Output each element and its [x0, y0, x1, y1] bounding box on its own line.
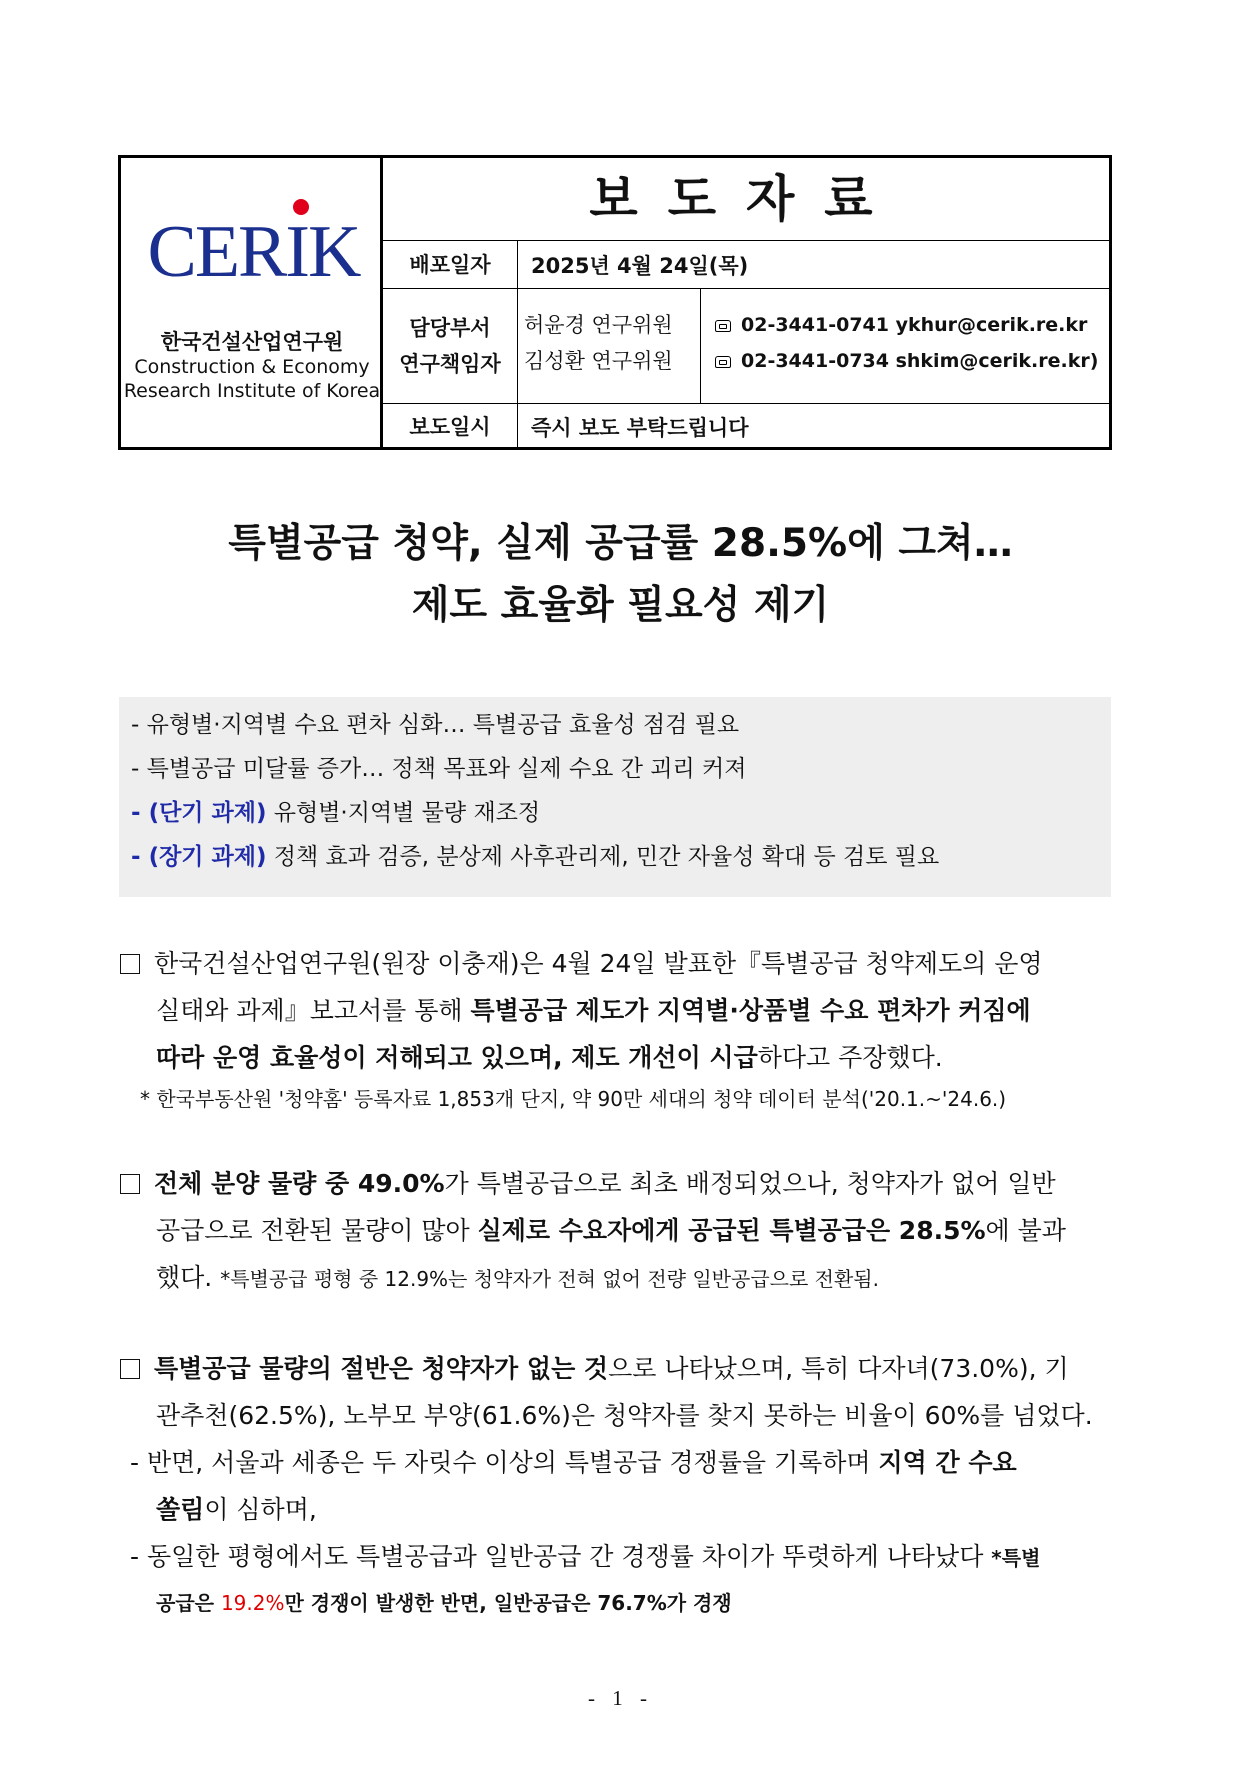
summary-item-text: 유형별·지역별 물량 재조정 — [266, 800, 541, 826]
inline-note: *특별 — [991, 1546, 1041, 1570]
emphasis-text: 특별공급 제도가 지역별·상품별 수요 편차가 커짐에 — [470, 996, 1031, 1025]
paragraph-text: 가 특별공급으로 최초 배정되었으나, 청약자가 없어 일반 — [444, 1169, 1056, 1198]
long-term-tag: (장기 과제) — [148, 844, 267, 870]
emphasis-text: 실제로 수요자에게 공급된 특별공급은 28.5% — [477, 1216, 986, 1245]
contact-labels — [383, 289, 518, 403]
summary-dash: - — [131, 800, 149, 826]
release-value: 즉시 보도 부탁드립니다 — [531, 416, 749, 440]
paragraph-text: - 반면, 서울과 세종은 두 자릿수 이상의 특별공급 경쟁률을 기록하며 — [130, 1448, 879, 1477]
paragraph-line — [120, 940, 1112, 987]
paragraph-text: 이 심하며, — [204, 1495, 317, 1524]
emphasis-text: 전체 분양 물량 중 49.0% — [154, 1169, 445, 1198]
phone-icon — [715, 356, 731, 368]
summary-item — [131, 797, 540, 829]
inline-note: 공급은 — [156, 1591, 221, 1615]
date-row — [383, 241, 1109, 289]
headline — [0, 513, 1241, 637]
contact-2-info[interactable]: 02-3441-0734 shkim@cerik.re.kr) — [741, 350, 1099, 372]
phone-icon — [715, 320, 731, 332]
date-value: 2025년 4월 24일(목) — [531, 253, 749, 278]
checkbox-bullet-icon — [120, 1174, 140, 1194]
contact-1-info[interactable]: 02-3441-0741 ykhur@cerik.re.kr — [741, 314, 1088, 336]
paragraph-line — [120, 1160, 1112, 1207]
inline-note: *특별공급 평형 중 12.9%는 청약자가 전혀 없어 전량 일반공급으로 전환됨. — [220, 1267, 879, 1291]
summary-item: - 유형별·지역별 수요 편차 심화… 특별공급 효율성 점검 필요 — [131, 712, 740, 738]
cerik-logo: CERIK — [147, 211, 360, 293]
paragraph-text: 공급으로 전환된 물량이 많아 — [156, 1216, 478, 1245]
headline-line-1: 특별공급 청약, 실제 공급률 28.5%에 그쳐… — [228, 521, 1013, 566]
paragraph-line — [120, 1486, 1112, 1533]
paragraph-line — [120, 1207, 1112, 1254]
short-term-tag: (단기 과제) — [148, 800, 267, 826]
paragraph-line — [120, 1439, 1112, 1486]
emphasis-text: 따라 운영 효율성이 저해되고 있으며, 제도 개선이 시급 — [156, 1043, 758, 1072]
paragraph-text: - 동일한 평형에서도 특별공급과 일반공급 간 경쟁률 차이가 뚜렷하게 나타났다 — [130, 1542, 992, 1571]
emphasis-text: 쏠림 — [156, 1495, 205, 1524]
lead-researcher-label: 연구책임자 — [399, 352, 501, 376]
paragraph-line: 관추천(62.5%), 노부모 부양(61.6%)은 청약자를 찾지 못하는 비율이 60%를 넘었다. — [156, 1401, 1093, 1430]
paragraph-3 — [120, 1345, 1112, 1627]
checkbox-bullet-icon — [120, 1359, 140, 1379]
paragraph-text: 했다. — [156, 1263, 221, 1292]
paragraph-text: 하다고 주장했다. — [757, 1043, 943, 1072]
date-label: 배포일자 — [383, 241, 518, 288]
inline-note: 만 경쟁이 발생한 반면, 일반공급은 76.7%가 경쟁 — [284, 1591, 732, 1615]
contact-names — [518, 289, 701, 403]
paragraph-text: 으로 나타났으며, 특히 다자녀(73.0%), 기 — [608, 1354, 1069, 1383]
contact-2-name: 김성환 연구위원 — [524, 349, 673, 373]
emphasis-text: 지역 간 수요 — [878, 1448, 1017, 1477]
logo-cell — [121, 158, 383, 447]
paragraph-line — [120, 1533, 1112, 1580]
paragraph-line — [120, 987, 1112, 1034]
highlight-value: 19.2% — [220, 1591, 285, 1615]
paragraph-text: 에 불과 — [985, 1216, 1066, 1245]
contact-info — [701, 289, 1109, 403]
org-name-korean: 한국건설산업연구원 — [160, 330, 344, 354]
summary-item — [131, 841, 939, 873]
dept-label: 담당부서 — [409, 316, 491, 340]
paragraph-line — [120, 1254, 1112, 1301]
summary-item-text: 정책 효과 검증, 분상제 사후관리제, 민간 자율성 확대 등 검토 필요 — [266, 844, 940, 870]
contact-1-line — [715, 307, 1109, 343]
page-number: - 1 - — [588, 1686, 653, 1710]
checkbox-bullet-icon — [120, 954, 140, 974]
paragraph-line — [120, 1345, 1112, 1392]
paragraph-text: 한국건설산업연구원(원장 이충재)은 4월 24일 발표한『특별공급 청약제도의 운영 — [154, 949, 1043, 978]
summary-box — [119, 697, 1111, 897]
release-label: 보도일시 — [383, 404, 518, 450]
summary-dash: - — [131, 844, 149, 870]
paragraph-1 — [120, 940, 1112, 1117]
paragraph-2 — [120, 1160, 1112, 1301]
org-name-english-2: Research Institute of Korea — [123, 380, 381, 402]
contact-row — [383, 289, 1109, 404]
headline-line-2: 제도 효율화 필요성 제기 — [411, 583, 830, 628]
paragraph-text: 실태와 과제』보고서를 통해 — [156, 996, 471, 1025]
contact-2-line — [715, 343, 1109, 379]
emphasis-text: 특별공급 물량의 절반은 청약자가 없는 것 — [154, 1354, 609, 1383]
press-release-header — [118, 155, 1112, 450]
contact-1-name: 허윤경 연구위원 — [524, 313, 673, 337]
paragraph-line — [120, 1034, 1112, 1081]
release-row — [383, 404, 1109, 450]
paragraph-line — [120, 1580, 1112, 1627]
org-name-english-1: Construction & Economy — [134, 356, 370, 378]
document-title: 보도자료 — [383, 158, 1109, 241]
footnote: * 한국부동산원 '청약홈' 등록자료 1,853개 단지, 약 90만 세대의 청약 데이터 분석('20.1.~'24.6.) — [140, 1087, 1007, 1111]
summary-item: - 특별공급 미달률 증가… 정책 목표와 실제 수요 간 괴리 커져 — [131, 756, 747, 782]
